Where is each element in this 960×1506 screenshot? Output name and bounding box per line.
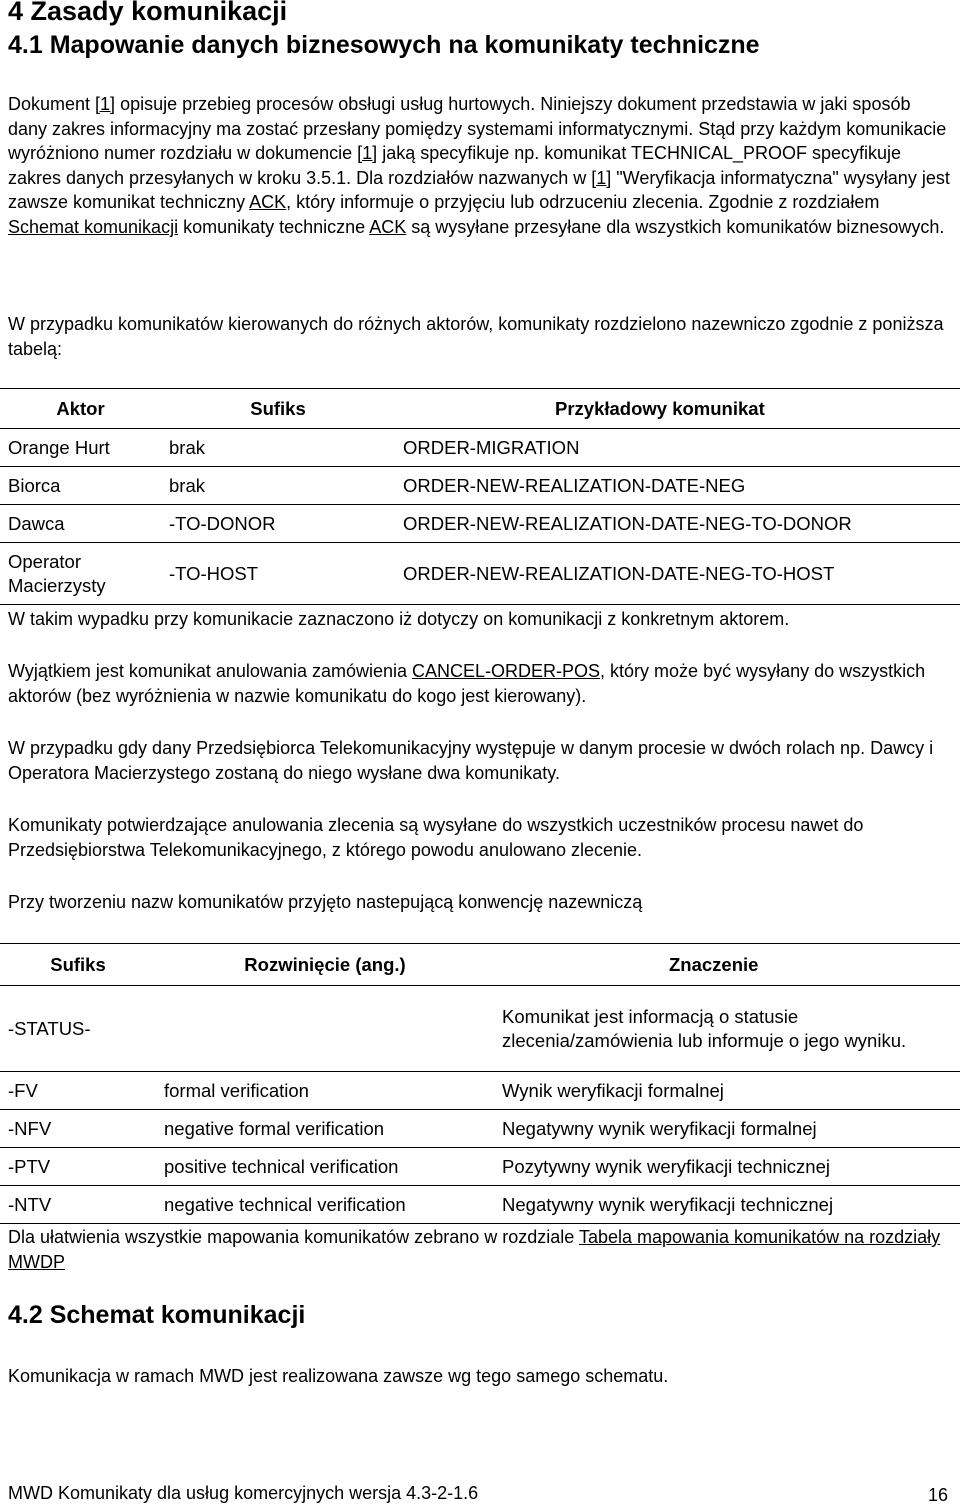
table-cell: brak [161,467,395,505]
text-segment: komunikaty techniczne [178,216,370,237]
ack-link[interactable]: ACK [369,216,407,237]
schema-paragraph: Komunikacja w ramach MWD jest realizowana zawsze wg tego samego schematu. [8,1366,669,1386]
table-cell [156,986,494,1072]
actor-note-paragraph: W takim wypadku przy komunikacie zaznaczono iż dotyczy on komunikacji z konkretnym aktorem. [8,609,790,629]
cancel-order-link[interactable]: CANCEL-ORDER-POS [412,661,601,681]
text-segment: , który informuje o przyjęciu lub odrzuceniu zlecenia. Zgodnie z rozdziałem [286,192,880,213]
subsection-heading-4-1: 4.1 Mapowanie danych biznesowych na komunikaty techniczne [8,31,760,59]
table-cell: positive technical verification [156,1148,494,1186]
table-header-row [0,944,960,986]
reference-link[interactable]: [1] [95,94,116,114]
table-header-row [0,389,960,429]
table-cell: -NFV [0,1110,156,1148]
table-row [0,1148,960,1186]
table-row [0,1110,960,1148]
section-heading: 4 Zasady komunikacji [8,0,288,26]
table-cell: Orange Hurt [0,429,161,467]
table-cell: negative formal verification [156,1110,494,1148]
actors-table [0,388,960,605]
page-number: 16 [927,1485,948,1505]
table-cell: negative technical verification [156,1186,494,1224]
table-cell: Negatywny wynik weryfikacji technicznej [494,1186,960,1224]
table-cell: Negatywny wynik weryfikacji formalnej [494,1110,960,1148]
table-cell: formal verification [156,1072,494,1110]
table-cell: ORDER-MIGRATION [395,429,960,467]
text-segment: Wyjątkiem jest komunikat anulowania zamówienia [8,661,413,681]
table-row [0,543,960,605]
mapping-table-link[interactable]: Tabela mapowania komunikatów na rozdziały MWDP [8,1227,941,1272]
table-header: Sufiks [0,944,156,986]
table-cell: -PTV [0,1148,156,1186]
table-header: Sufiks [161,389,395,429]
text-segment: "Weryfikacja informatyczna" wysyłany jest zawsze komunikat techniczny [8,167,950,213]
table-row [0,1072,960,1110]
ack-link[interactable]: ACK [249,192,287,213]
cancel-paragraph [8,659,953,708]
confirmation-paragraph: Komunikaty potwierdzające anulowania zlecenia są wysyłane do wszystkich uczestników procesu nawet do Przedsiębiorstwa Telekomunikacyjnego, z którego powodu anulowano zlecenie. [8,815,864,860]
table-header: Aktor [0,389,161,429]
footer-text: MWD Komunikaty dla usług komercyjnych wersja 4.3-2-1.6 [8,1483,479,1503]
text-segment: Dokument [8,94,96,114]
table-row [0,467,960,505]
table-cell: Operator Macierzysty [0,543,161,605]
table-cell: -STATUS- [0,986,156,1072]
text-segment: , który może być wysyłany do wszystkich aktorów (bez wyróżnienia w nazwie komunikatu do kogo jest kierowany). [8,661,926,706]
table-cell: ORDER-NEW-REALIZATION-DATE-NEG-TO-DONOR [395,505,960,543]
table-cell: Biorca [0,467,161,505]
table-cell: brak [161,429,395,467]
table-cell: -FV [0,1072,156,1110]
reference-link[interactable]: [1] [357,143,378,164]
table-header: Znaczenie [494,944,960,986]
table-cell: Pozytywny wynik weryfikacji technicznej [494,1148,960,1186]
two-roles-paragraph: W przypadku gdy dany Przedsiębiorca Telekomunikacyjny występuje w danym procesie w dwóch rolach np. Dawcy i Operatora Macierzystego zostaną do niego wysłane dwa komunikaty. [8,738,934,783]
reference-link[interactable]: [1] [591,167,612,188]
text-segment: opisuje przebieg procesów obsługi usług hurtowych. Niniejszy dokument przedstawia w jaki sposób dany zakres informacyjny ma zostać przesłany pomiędzy systemami informatycznymi. Stąd przy każdym komunikacie wyróżniono numer rozdziału w dokumencie [8,94,947,164]
table-header: Przykładowy komunikat [395,389,960,429]
schemat-link[interactable]: Schemat komunikacji [8,216,179,237]
subsection-heading-4-2: 4.2 Schemat komunikacji [8,1301,306,1329]
table-row [0,1186,960,1224]
table-row [0,505,960,543]
text-segment: jaką specyfikuje np. komunikat TECHNICAL_PROOF specyfikuje zakres danych przesyłanych w kroku 3.5.1. Dla rozdziałów nazwanych w [8,143,902,188]
table-cell: Dawca [0,505,161,543]
table-cell: ORDER-NEW-REALIZATION-DATE-NEG [395,467,960,505]
table-cell: -NTV [0,1186,156,1224]
table-cell: -TO-HOST [161,543,395,605]
mapping-paragraph [8,1225,953,1274]
table-header: Rozwinięcie (ang.) [156,944,494,986]
intro-paragraph [8,92,953,240]
table-cell: Komunikat jest informacją o statusie zlecenia/zamówienia lub informuje o jego wyniku. [494,986,960,1072]
text-segment: są wysyłane przesyłane dla wszystkich komunikatów biznesowych. [406,216,945,237]
suffix-table [0,943,960,1224]
table-cell: Wynik weryfikacji formalnej [494,1072,960,1110]
text-segment: Dla ułatwienia wszystkie mapowania komunikatów zebrano w rozdziale [8,1227,579,1247]
table-row [0,429,960,467]
table-cell: -TO-DONOR [161,505,395,543]
table-cell: ORDER-NEW-REALIZATION-DATE-NEG-TO-HOST [395,543,960,605]
actors-paragraph: W przypadku komunikatów kierowanych do różnych aktorów, komunikaty rozdzielono nazewniczo zgodnie z poniższa tabelą: [8,314,944,359]
naming-paragraph: Przy tworzeniu nazw komunikatów przyjęto nastepującą konwencję nazewniczą [8,892,643,912]
table-row [0,986,960,1072]
